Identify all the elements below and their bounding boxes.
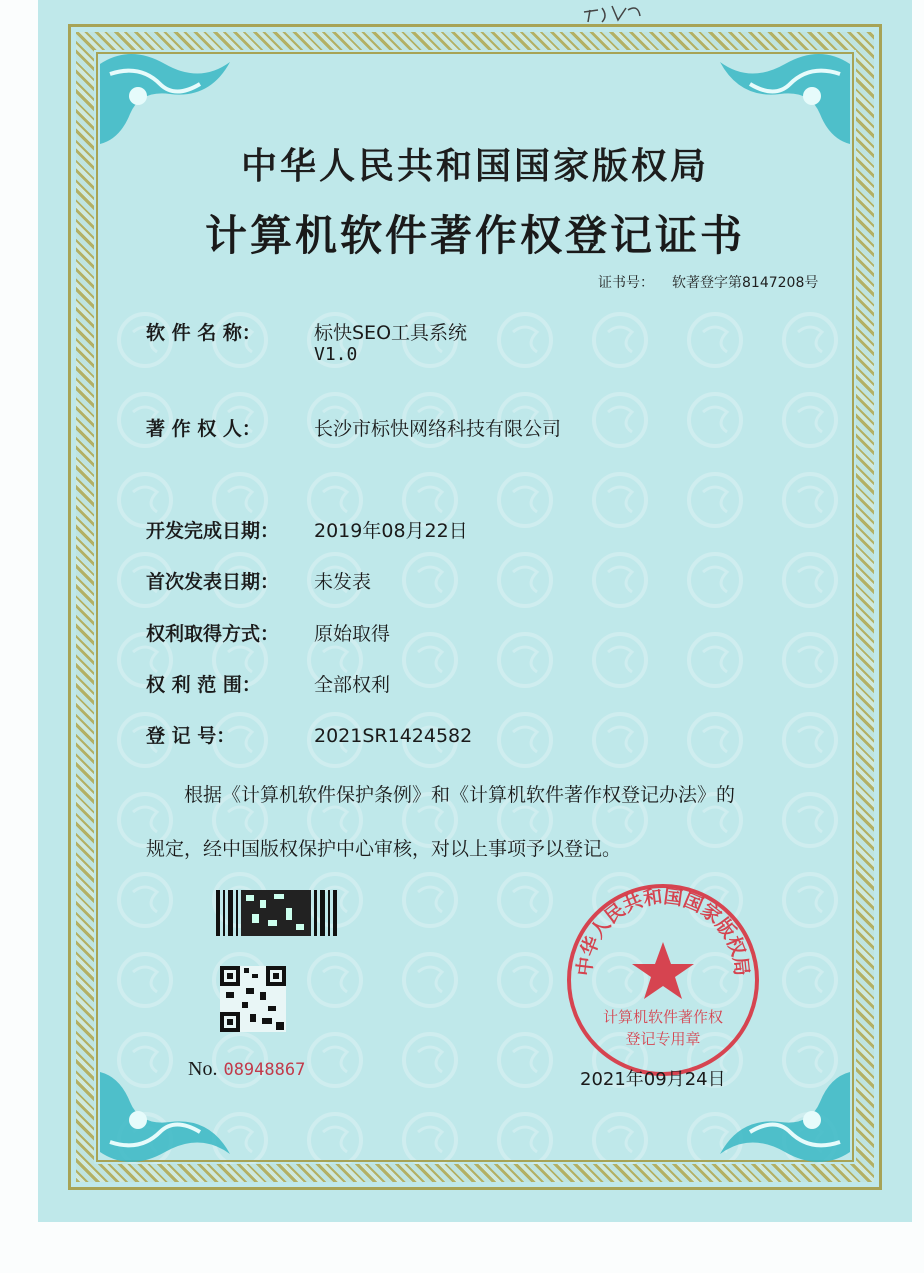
field-label: 权 利 范 围： xyxy=(146,674,261,696)
acquisition-method-value: 原始取得 xyxy=(314,623,391,645)
statement-line-1: 根据《计算机软件保护条例》和《计算机软件著作权登记办法》的 xyxy=(184,784,736,806)
field-label: 开发完成日期： xyxy=(146,520,280,542)
official-seal xyxy=(563,880,763,1080)
serial-number xyxy=(188,1058,305,1081)
handwritten-mark xyxy=(578,0,648,26)
software-version: V1.0 xyxy=(314,344,358,365)
statement-line-2: 规定，经中国版权保护中心审核，对以上事项予以登记。 xyxy=(146,838,622,860)
field-label: 软 件 名 称： xyxy=(146,322,261,344)
field-label: 登 记 号： xyxy=(146,725,236,747)
certificate-number-value: 软著登字第8147208号 xyxy=(672,275,819,291)
completion-date-value: 2019年08月22日 xyxy=(314,520,468,542)
field-scope-of-rights xyxy=(146,670,390,697)
field-acquisition-method xyxy=(146,619,390,646)
scope-of-rights-value: 全部权利 xyxy=(314,674,391,696)
field-copyright-owner xyxy=(146,414,561,441)
field-first-publication-date xyxy=(146,567,371,594)
serial-prefix: No. xyxy=(188,1058,218,1080)
barcode xyxy=(216,890,342,936)
issuer-title: 中华人民共和国国家版权局 xyxy=(240,145,709,187)
field-label: 著 作 权 人： xyxy=(146,418,261,440)
field-label: 首次发表日期： xyxy=(146,571,280,593)
field-label: 权利取得方式： xyxy=(146,623,280,645)
certificate-sheet xyxy=(38,0,912,1222)
issue-date: 2021年09月24日 xyxy=(580,1069,726,1090)
software-name-value: 标快SEO工具系统 xyxy=(314,322,468,344)
qr-code xyxy=(220,966,286,1032)
certificate-number-label: 证书号： xyxy=(598,275,654,291)
seal-line-1: 计算机软件著作权 xyxy=(602,1008,724,1026)
field-software-name xyxy=(146,318,467,345)
serial-number-value: 08948867 xyxy=(223,1060,306,1080)
field-completion-date xyxy=(146,516,468,543)
field-registration-number xyxy=(146,721,472,748)
first-publication-date-value: 未发表 xyxy=(314,571,372,593)
certificate-number xyxy=(598,272,818,292)
copyright-owner-value: 长沙市标快网络科技有限公司 xyxy=(314,418,562,440)
registration-number-value: 2021SR1424582 xyxy=(314,725,473,747)
paper-margin xyxy=(0,1222,924,1273)
seal-line-2: 登记专用章 xyxy=(625,1030,701,1048)
seal-arc-text: 中华人民共和国国家版权局 xyxy=(573,885,753,978)
certificate-title: 计算机软件著作权登记证书 xyxy=(204,211,745,260)
